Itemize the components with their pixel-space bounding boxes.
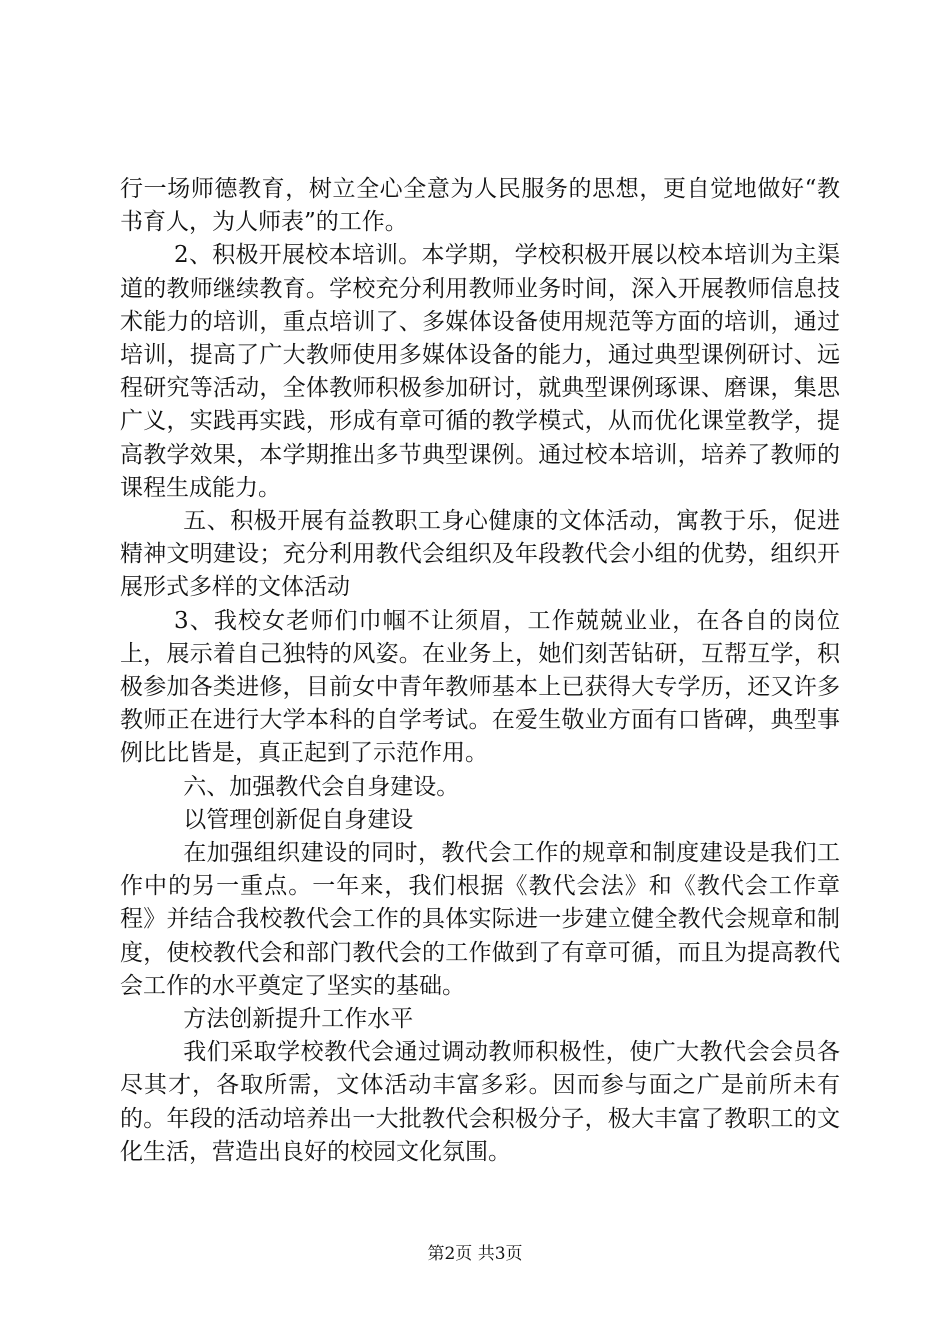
subsection-heading: 以管理创新促自身建设 — [183, 806, 414, 833]
paragraph: 我们采取学校教代会通过调动教师积极性，使广大教代会会员各尽其才，各取所需，文体活动丰富多彩。因而参与面之广是前所未有的。年段的活动培养出一大批教代会积极分子，极大丰富了教职工的文化生活，营造出良好的校园文化氛围。 — [120, 1039, 840, 1165]
paragraph: 3、我校女老师们巾帼不让须眉，工作兢兢业业，在各自的岗位上，展示着自己独特的风姿。在业务上，她们刻苦钻研，互帮互学，积极参加各类进修，目前女中青年教师基本上已获得大专学历，还又许多教师正在进行大学本科的自学考试。在爱生敬业方面有口皆碑，典型事例比比皆是，真正起到了示范作用。 — [120, 607, 840, 767]
paragraph: 行一场师德教育，树立全心全意为人民服务的思想，更自觉地做好“教书育人，为人师表”的工作。 — [120, 176, 840, 236]
page-number-footer: 第2页 共3页 — [427, 1244, 523, 1264]
subsection-heading: 方法创新提升工作水平 — [183, 1006, 414, 1033]
paragraph: 2、积极开展校本培训。本学期，学校积极开展以校本培训为主渠道的教师继续教育。学校充分利用教师业务时间，深入开展教师信息技术能力的培训，重点培训了、多媒体设备使用规范等方面的培训，通过培训，提高了广大教师使用多媒体设备的能力，通过典型课例研讨、远程研究等活动，全体教师积极参加研讨，就典型课例琢课、磨课，集思广义，实践再实践，形成有章可循的教学模式，从而优化课堂教学，提高教学效果，本学期推出多节典型课例。通过校本培训，培养了教师的课程生成能力。 — [120, 242, 840, 501]
section-heading: 六、加强教代会自身建设。 — [183, 773, 460, 800]
paragraph: 五、积极开展有益教职工身心健康的文体活动，寓教于乐，促进精神文明建设；充分利用教代会组织及年段教代会小组的优势，组织开展形式多样的文体活动 — [120, 508, 840, 601]
paragraph: 在加强组织建设的同时，教代会工作的规章和制度建设是我们工作中的另一重点。一年来，我们根据《教代会法》和《教代会工作章程》并结合我校教代会工作的具体实际进一步建立健全教代会规章和制度，使校教代会和部门教代会的工作做到了有章可循，而且为提高教代会工作的水平奠定了坚实的基础。 — [120, 840, 840, 999]
document-body — [120, 173, 840, 1169]
